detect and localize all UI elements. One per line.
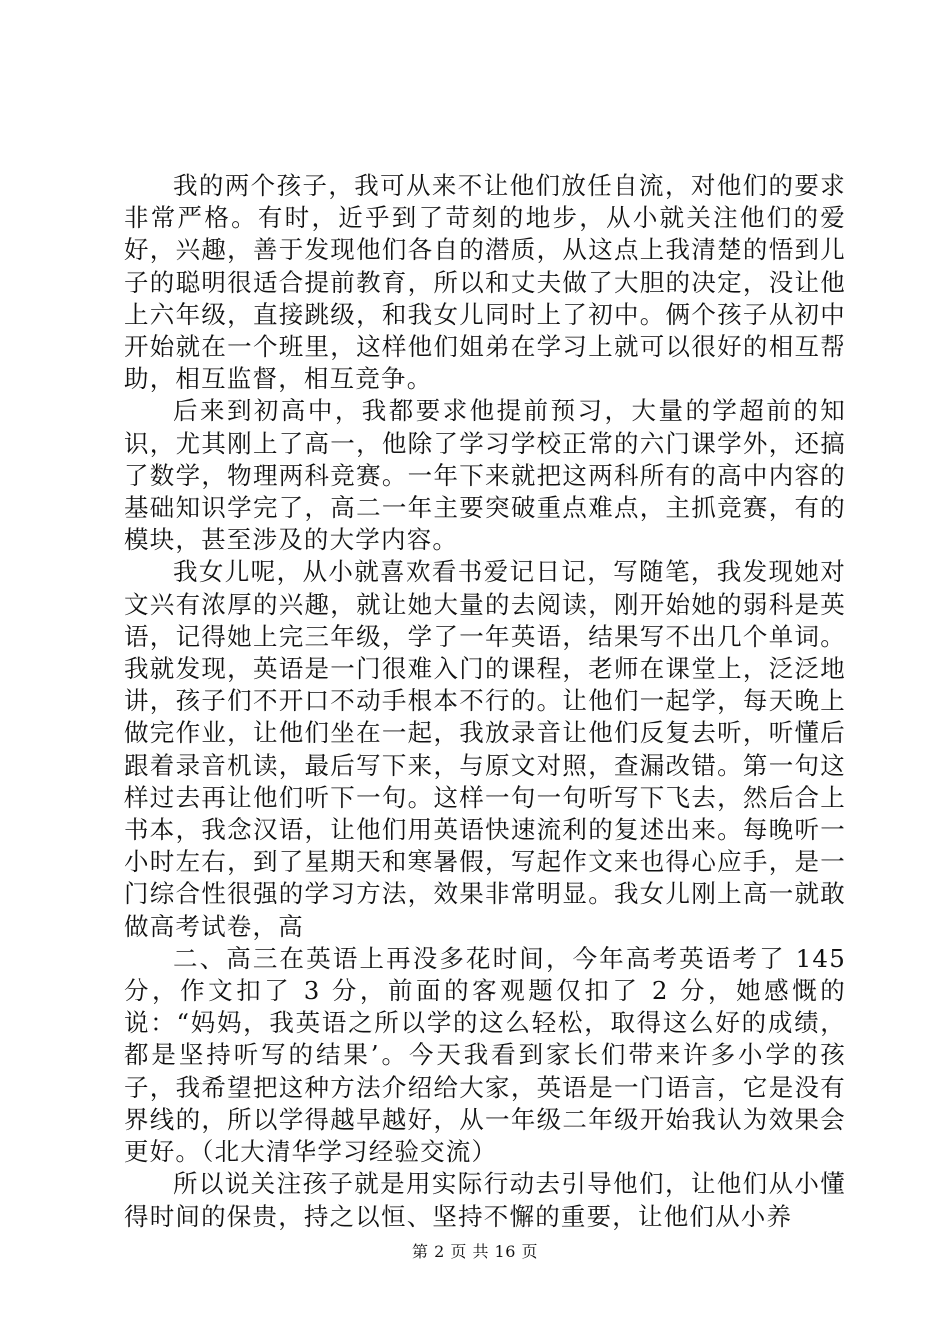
paragraph-2: 后来到初高中，我都要求他提前预习，大量的学超前的知识，尤其刚上了高一，他除了学习学校正常的六门课学外，还搞了数学，物理两科竞赛。一年下来就把这两科所有的高中内容的基础知识学完了，高二一年主要突破重点难点，主抓竞赛，有的模块，甚至涉及的大学内容。: [124, 396, 846, 555]
page-footer: 第 2 页 共 16 页: [412, 1242, 538, 1261]
body-text: [124, 170, 846, 1233]
paragraph-4: 二、高三在英语上再没多花时间，今年高考英语考了 145 分，作文扣了 3 分，前面的客观题仅扣了 2 分，她感慨的说：“妈妈，我英语之所以学的这么轻松，取得这么好的成绩，都是坚持听写的结果’。今天我看到家长们带来许多小学的孩子，我希望把这种方法介绍给大家，英语是一门语言，它是没有界线的，所以学得越早越好，从一年级二年级开始我认为效果会更好。（北大清华学习经验交流）: [124, 943, 846, 1167]
paragraph-5: 所以说关注孩子就是用实际行动去引导他们，让他们从小懂得时间的保贵，持之以恒、坚持不懈的重要，让他们从小养: [124, 1169, 846, 1231]
paragraph-1: 我的两个孩子，我可从来不让他们放任自流，对他们的要求非常严格。有时，近乎到了苛刻的地步，从小就关注他们的爱好，兴趣，善于发现他们各自的潜质，从这点上我清楚的悟到儿子的聪明很适合提前教育，所以和丈夫做了大胆的决定，没让他上六年级，直接跳级，和我女儿同时上了初中。俩个孩子从初中开始就在一个班里，这样他们姐弟在学习上就可以很好的相互帮助，相互监督，相互竞争。: [124, 171, 846, 394]
paragraph-3: 我女儿呢，从小就喜欢看书爱记日记，写随笔，我发现她对文兴有浓厚的兴趣，就让她大量的去阅读，刚开始她的弱科是英语，记得她上完三年级，学了一年英语，结果写不出几个单词。我就发现，英语是一门很难入门的课程，老师在课堂上，泛泛地讲，孩子们不开口不动手根本不行的。让他们一起学，每天晚上做完作业，让他们坐在一起，我放录音让他们反复去听，听懂后跟着录音机读，最后写下来，与原文对照，查漏改错。第一句这样过去再让他们听下一句。这样一句一句听写下飞去，然后合上书本，我念汉语，让他们用英语快速流利的复述出来。每晚听一小时左右，到了星期天和寒暑假，写起作文来也得心应手，是一门综合性很强的学习方法，效果非常明显。我女儿刚上高一就敢做高考试卷，高: [124, 557, 846, 941]
